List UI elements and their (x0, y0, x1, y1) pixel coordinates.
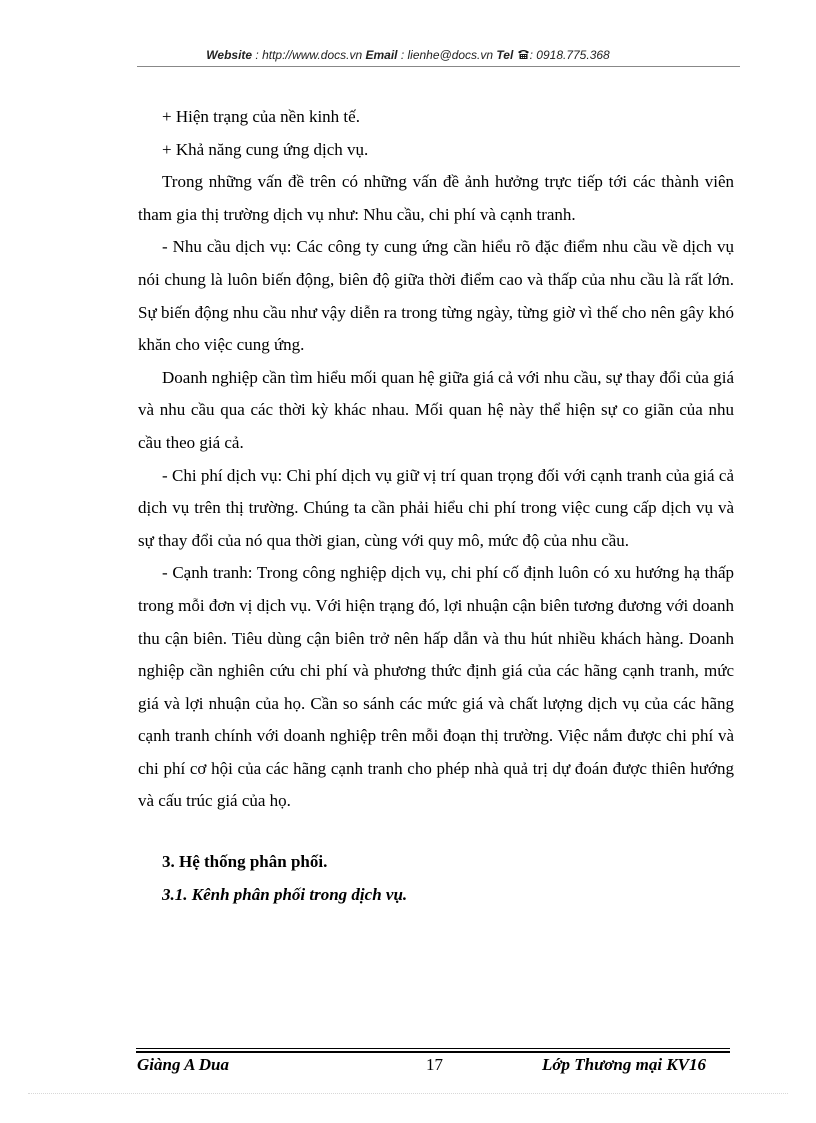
tel-value: : 0918.775.368 (529, 48, 610, 62)
subsection-heading: 3.1. Kênh phân phối trong dịch vụ. (162, 884, 408, 904)
header-divider (137, 66, 740, 67)
paragraph: - Cạnh tranh: Trong công nghiệp dịch vụ, chi phí cố định luôn có xu hướng hạ thấp trong mỗi đơn vị dịch vụ. Với hiện trạng đó, lợi nhuận cận biên tương đương với doanh thu cận biên. Tiêu dùng cận biên trở nên hấp dẫn và thu hút nhiều khách hàng. Doanh nghiệp cần nghiên cứu chi phí và phương thức định giá của các hãng cạnh tranh, mức giá và lợi nhuận của họ. Cần so sánh các mức giá và chất lượng dịch vụ của các hãng cạnh tranh chính với doanh nghiệp trên mỗi đoạn thị trường. Việc nắm được chi phí và chi phí cơ hội của các hãng cạnh tranh cho phép nhà quả trị dự đoán được thiên hướng và cấu trúc giá của họ. (138, 563, 734, 811)
document-body (138, 101, 734, 911)
footer-divider (136, 1048, 730, 1049)
footer-class-name: Lớp Thương mại KV16 (542, 1055, 706, 1074)
email-label: Email (365, 48, 398, 62)
footer-divider-thick (136, 1051, 730, 1053)
section-heading: 3. Hệ thống phân phối. (162, 852, 328, 872)
email-value: : lienhe@docs.vn (397, 48, 497, 62)
tel-label: Tel (496, 48, 514, 62)
paragraph: Trong những vấn đề trên có những vấn đề ảnh hưởng trực tiếp tới các thành viên tham gia thị trường dịch vụ như: Nhu cầu, chi phí và cạnh tranh. (138, 172, 734, 224)
website-value: : http://www.docs.vn (252, 48, 366, 62)
page-bottom-dotted-line (28, 1093, 788, 1094)
page-header (0, 48, 816, 62)
paragraph: + Khả năng cung ứng dịch vụ. (162, 139, 369, 159)
paragraph: - Chi phí dịch vụ: Chi phí dịch vụ giữ vị trí quan trọng đối với cạnh tranh của giá cả dịch vụ trên thị trường. Chúng ta cần phải hiểu chi phí trong việc cung cấp dịch vụ và sự thay đổi của nó qua thời gian, cùng với quy mô, mức độ của nhu cầu. (138, 465, 734, 550)
footer-author: Giàng A Dua (137, 1055, 229, 1074)
paragraph: + Hiện trạng của nền kinh tế. (162, 107, 360, 126)
website-label: Website (206, 48, 253, 62)
paragraph: Doanh nghiệp cần tìm hiểu mối quan hệ giữa giá cả với nhu cầu, sự thay đổi của giá và nhu cầu qua các thời kỳ khác nhau. Mối quan hệ này thể hiện sự co giãn của nhu cầu theo giá cả. (138, 367, 734, 452)
page-number: 17 (426, 1055, 443, 1074)
paragraph: - Nhu cầu dịch vụ: Các công ty cung ứng cần hiểu rõ đặc điểm nhu cầu về dịch vụ nói chung là luôn biến động, biên độ giữa thời điểm cao và thấp của nhu cầu là rất lớn. Sự biến động nhu cầu như vậy diễn ra trong từng ngày, từng giờ vì thế cho nên gây khó khăn cho việc cung ứng. (138, 237, 734, 355)
phone-icon (517, 49, 530, 60)
spacer (138, 818, 734, 846)
